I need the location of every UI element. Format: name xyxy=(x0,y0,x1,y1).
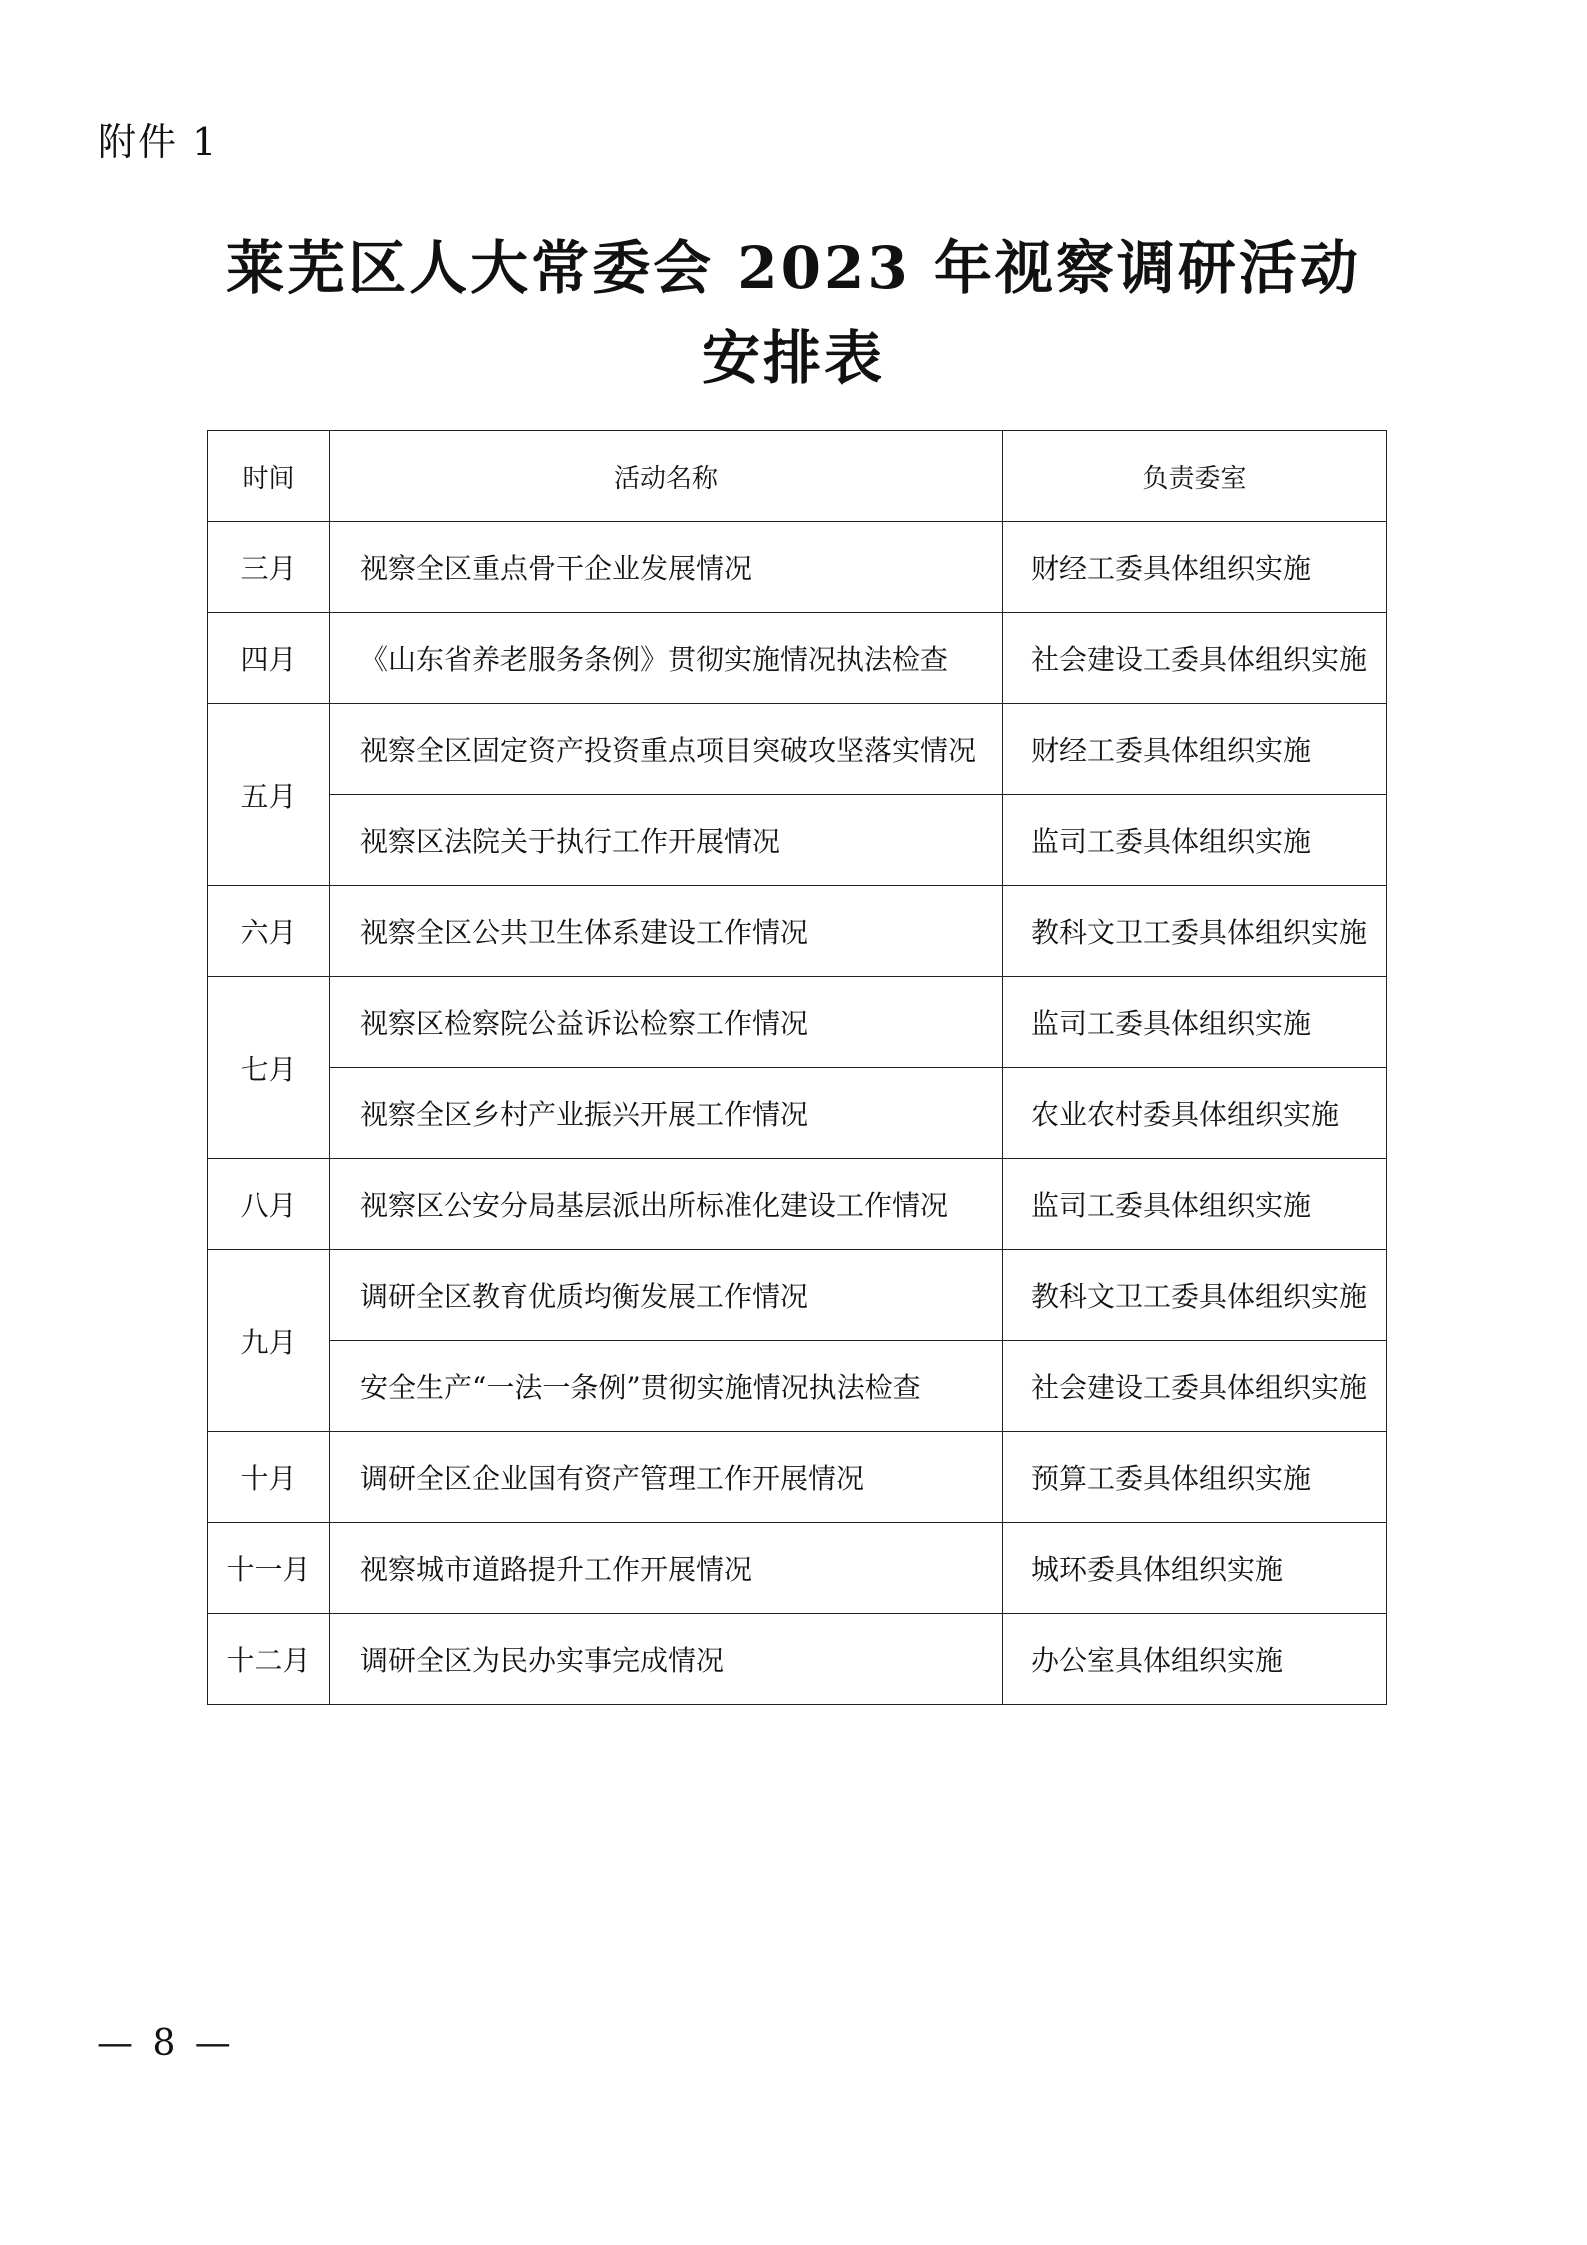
department-cell: 监司工委具体组织实施 xyxy=(1003,795,1387,886)
header-activity: 活动名称 xyxy=(330,431,1003,522)
department-cell: 城环委具体组织实施 xyxy=(1003,1523,1387,1614)
month-cell: 三月 xyxy=(208,522,330,613)
activity-cell: 视察城市道路提升工作开展情况 xyxy=(330,1523,1003,1614)
department-cell: 监司工委具体组织实施 xyxy=(1003,1159,1387,1250)
department-cell: 教科文卫工委具体组织实施 xyxy=(1003,886,1387,977)
month-cell: 七月 xyxy=(208,977,330,1159)
table-row xyxy=(208,522,1387,613)
table-body xyxy=(208,522,1387,1705)
activity-cell: 视察区法院关于执行工作开展情况 xyxy=(330,795,1003,886)
header-department: 负责委室 xyxy=(1003,431,1387,522)
department-cell: 办公室具体组织实施 xyxy=(1003,1614,1387,1705)
attachment-label: 附件 1 xyxy=(98,120,219,164)
department-cell: 社会建设工委具体组织实施 xyxy=(1003,613,1387,704)
activity-cell: 安全生产“一法一条例”贯彻实施情况执法检查 xyxy=(330,1341,1003,1432)
schedule-table xyxy=(207,430,1387,1705)
month-cell: 十一月 xyxy=(208,1523,330,1614)
department-cell: 财经工委具体组织实施 xyxy=(1003,704,1387,795)
table-row xyxy=(208,1250,1387,1341)
table-row xyxy=(208,1341,1387,1432)
month-cell: 八月 xyxy=(208,1159,330,1250)
table-row xyxy=(208,1614,1387,1705)
activity-cell: 视察全区公共卫生体系建设工作情况 xyxy=(330,886,1003,977)
department-cell: 预算工委具体组织实施 xyxy=(1003,1432,1387,1523)
department-cell: 财经工委具体组织实施 xyxy=(1003,522,1387,613)
table-row xyxy=(208,977,1387,1068)
page-number: — 8 — xyxy=(97,2023,235,2064)
month-cell: 四月 xyxy=(208,613,330,704)
month-cell: 六月 xyxy=(208,886,330,977)
month-cell: 十月 xyxy=(208,1432,330,1523)
activity-cell: 视察全区乡村产业振兴开展工作情况 xyxy=(330,1068,1003,1159)
table-row xyxy=(208,1432,1387,1523)
month-cell: 五月 xyxy=(208,704,330,886)
month-cell: 十二月 xyxy=(208,1614,330,1705)
department-cell: 农业农村委具体组织实施 xyxy=(1003,1068,1387,1159)
table-row xyxy=(208,1159,1387,1250)
department-cell: 教科文卫工委具体组织实施 xyxy=(1003,1250,1387,1341)
document-title-line2: 安排表 xyxy=(701,324,885,392)
table-row xyxy=(208,1523,1387,1614)
table-row xyxy=(208,1068,1387,1159)
table-header-row xyxy=(208,431,1387,522)
month-cell: 九月 xyxy=(208,1250,330,1432)
activity-cell: 视察全区固定资产投资重点项目突破攻坚落实情况 xyxy=(330,704,1003,795)
table-row xyxy=(208,795,1387,886)
activity-cell: 《山东省养老服务条例》贯彻实施情况执法检查 xyxy=(330,613,1003,704)
table-row xyxy=(208,613,1387,704)
table-row xyxy=(208,886,1387,977)
activity-cell: 调研全区企业国有资产管理工作开展情况 xyxy=(330,1432,1003,1523)
activity-cell: 调研全区为民办实事完成情况 xyxy=(330,1614,1003,1705)
department-cell: 监司工委具体组织实施 xyxy=(1003,977,1387,1068)
activity-cell: 视察区检察院公益诉讼检察工作情况 xyxy=(330,977,1003,1068)
department-cell: 社会建设工委具体组织实施 xyxy=(1003,1341,1387,1432)
activity-cell: 视察区公安分局基层派出所标准化建设工作情况 xyxy=(330,1159,1003,1250)
document-title-line1: 莱芜区人大常委会 2023 年视察调研活动 xyxy=(226,234,1361,302)
table-row xyxy=(208,704,1387,795)
activity-cell: 视察全区重点骨干企业发展情况 xyxy=(330,522,1003,613)
activity-cell: 调研全区教育优质均衡发展工作情况 xyxy=(330,1250,1003,1341)
header-time: 时间 xyxy=(208,431,330,522)
